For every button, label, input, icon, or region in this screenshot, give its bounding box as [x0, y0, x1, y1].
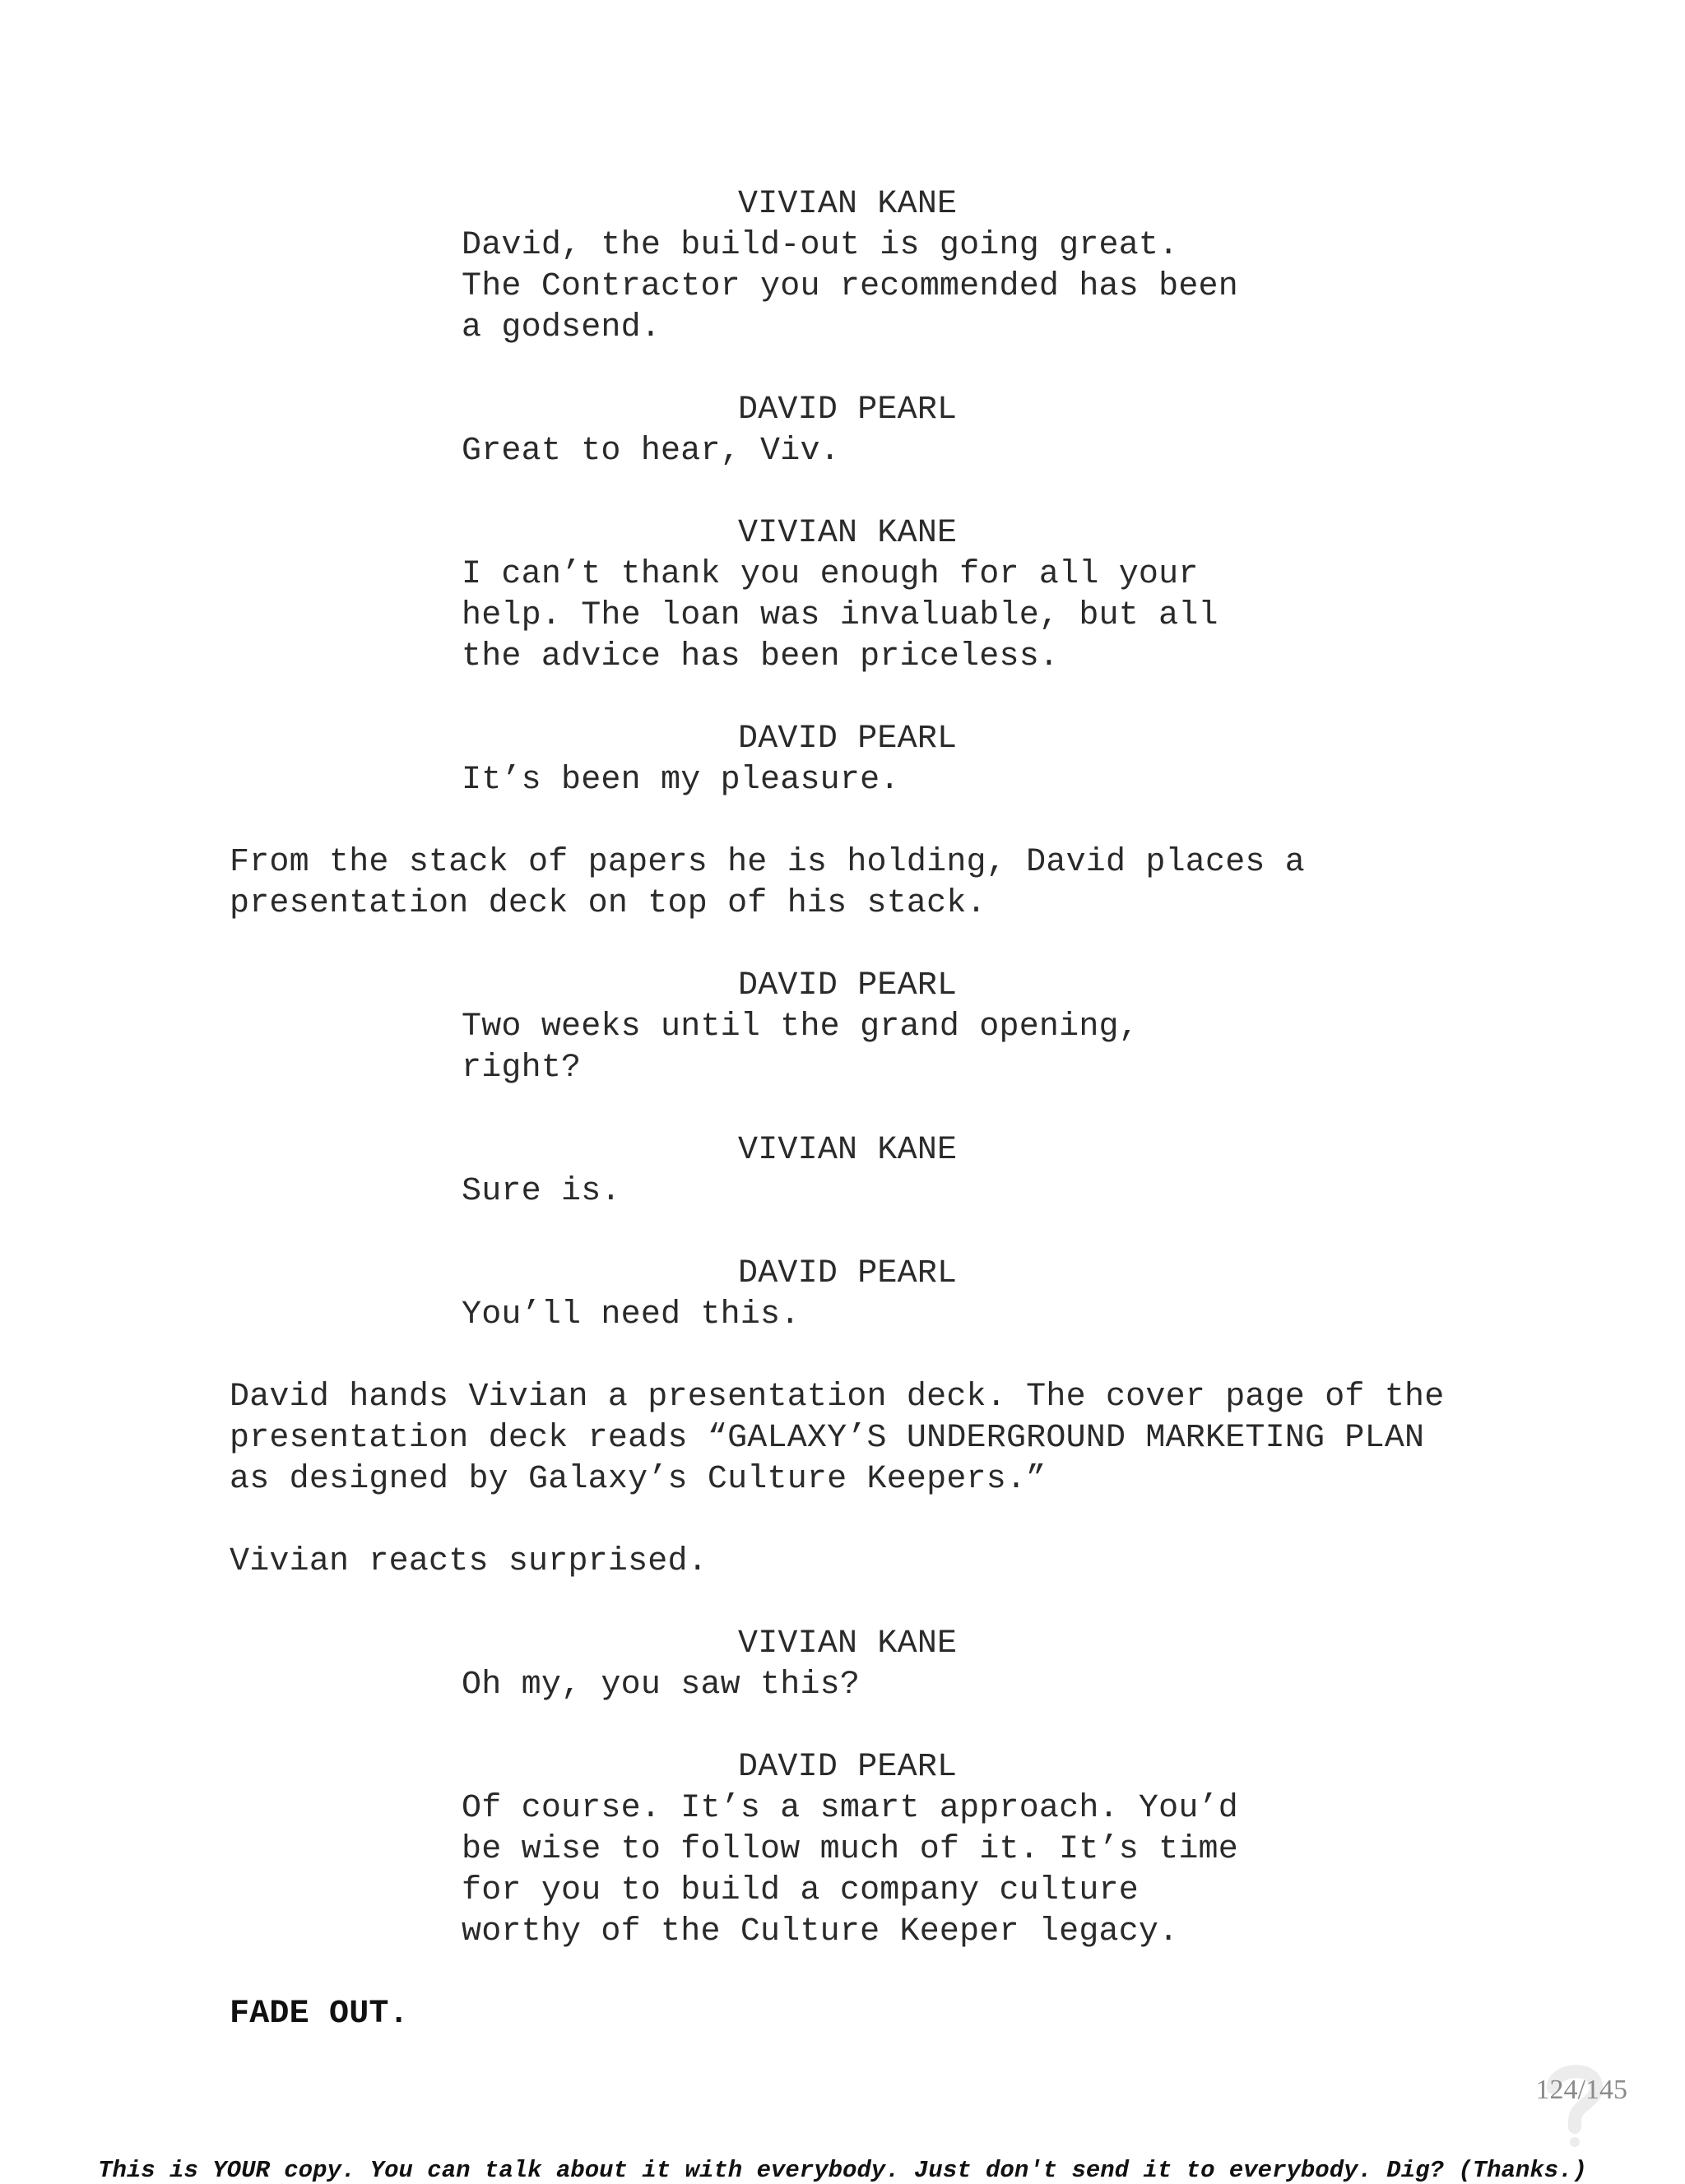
character-cue: VIVIAN KANE [738, 186, 958, 223]
dialogue-line: Great to hear, Viv. [462, 433, 840, 470]
action-line: David hands Vivian a presentation deck. The cover page of the [230, 1379, 1445, 1416]
dialogue-line: David, the build-out is going great. [462, 227, 1179, 264]
character-cue: DAVID PEARL [738, 1749, 958, 1786]
action-line: From the stack of papers he is holding, David places a [230, 844, 1306, 881]
dialogue-line: It’s been my pleasure. [462, 762, 900, 799]
action-line: presentation deck reads “GALAXY’S UNDERGROUND MARKETING PLAN [230, 1420, 1425, 1457]
character-cue: DAVID PEARL [738, 1255, 958, 1292]
dialogue-line: I can’t thank you enough for all your [462, 556, 1199, 593]
character-cue: VIVIAN KANE [738, 1132, 958, 1169]
action-line: presentation deck on top of his stack. [230, 885, 986, 922]
character-cue: VIVIAN KANE [738, 1625, 958, 1662]
transition-line: FADE OUT. [230, 1996, 409, 2033]
character-cue: DAVID PEARL [738, 967, 958, 1004]
character-cue: DAVID PEARL [738, 721, 958, 758]
character-cue: DAVID PEARL [738, 392, 958, 429]
footer-notice: This is YOUR copy. You can talk about it with everybody. Just don't send it to everybody. Dig? (Thanks.) [98, 2157, 1587, 2184]
dialogue-line: for you to build a company culture [462, 1872, 1139, 1909]
dialogue-line: The Contractor you recommended has been [462, 268, 1238, 305]
dialogue-line: You’ll need this. [462, 1296, 801, 1333]
action-line: as designed by Galaxy’s Culture Keepers.” [230, 1461, 1047, 1498]
dialogue-line: worthy of the Culture Keeper legacy. [462, 1913, 1179, 1950]
dialogue-line: a godsend. [462, 309, 661, 346]
dialogue-line: Oh my, you saw this? [462, 1667, 861, 1704]
action-line: Vivian reacts surprised. [230, 1543, 708, 1580]
dialogue-line: Sure is. [462, 1173, 621, 1210]
dialogue-line: help. The loan was invaluable, but all [462, 597, 1218, 634]
dialogue-line: be wise to follow much of it. It’s time [462, 1831, 1238, 1868]
dialogue-line: Of course. It’s a smart approach. You’d [462, 1790, 1238, 1827]
dialogue-line: the advice has been priceless. [462, 638, 1060, 675]
dialogue-line: Two weeks until the grand opening, [462, 1009, 1139, 1046]
dialogue-line: right? [462, 1050, 582, 1087]
character-cue: VIVIAN KANE [738, 515, 958, 552]
page-number: 124/145 [1535, 2075, 1627, 2105]
